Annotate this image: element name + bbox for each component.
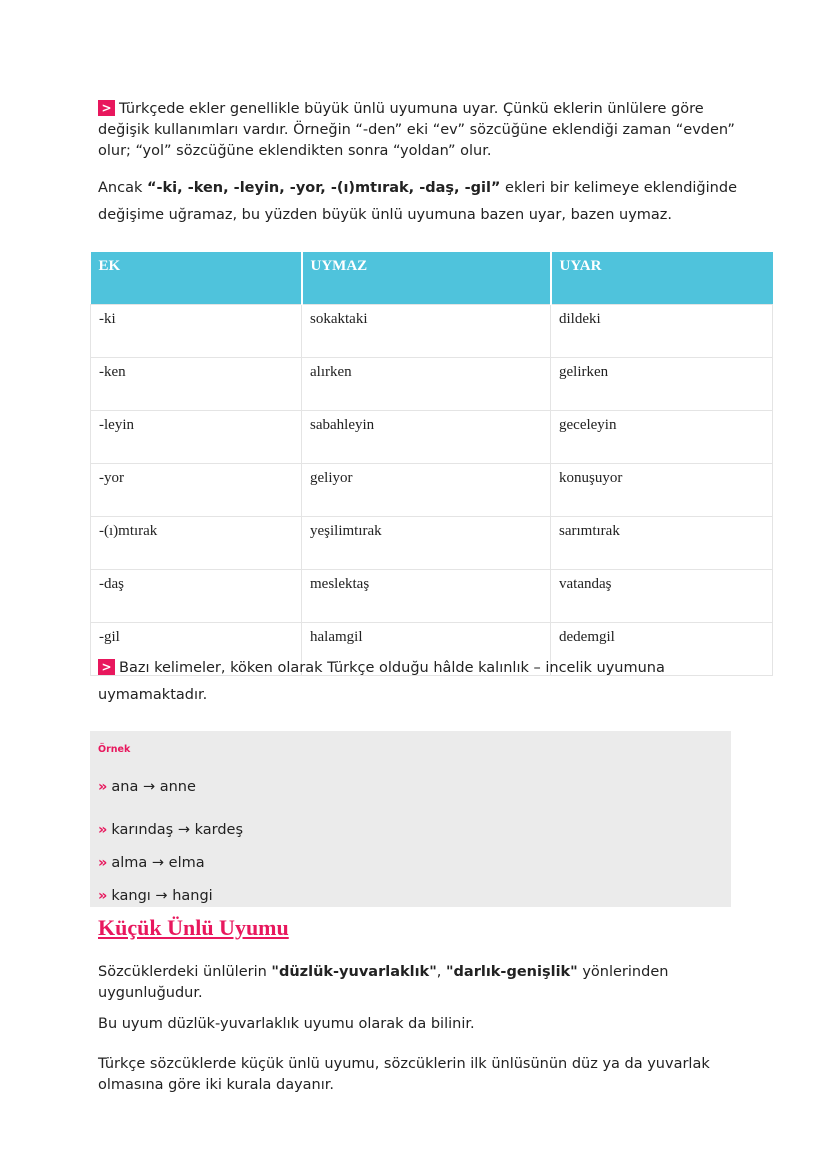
suffix-text-after: ekleri bir kelimeye eklendiğinde değişime uğramaz, bu yüzden büyük ünlü uyumuna bazen uyar, bazen uymaz. bbox=[98, 180, 737, 223]
definition-bold-1: "düzlük-yuvarlaklık" bbox=[271, 964, 437, 980]
suffix-paragraph bbox=[98, 175, 738, 229]
table-cell: -yor bbox=[91, 464, 302, 517]
table-cell: sabahleyin bbox=[302, 411, 551, 464]
table-row bbox=[91, 305, 773, 358]
example-item-text: kangı → hangi bbox=[111, 888, 213, 904]
list-item bbox=[98, 855, 205, 871]
section-heading: Küçük Ünlü Uyumu bbox=[98, 915, 289, 940]
example-title: Örnek bbox=[98, 744, 131, 755]
suffix-list-bold: “-ki, -ken, -leyin, -yor, -(ı)mtırak, -daş, -gil” bbox=[146, 180, 501, 196]
example-item-text: alma → elma bbox=[111, 855, 205, 871]
table-cell: -gil bbox=[91, 623, 302, 676]
table-cell: sarımtırak bbox=[551, 517, 773, 570]
marker-icon: > bbox=[98, 100, 115, 116]
table-cell: -ken bbox=[91, 358, 302, 411]
definition-text-mid: , bbox=[436, 964, 446, 980]
table-cell: alırken bbox=[302, 358, 551, 411]
table-cell: meslektaş bbox=[302, 570, 551, 623]
intro-paragraph bbox=[98, 99, 738, 162]
definition-text-after: yönlerinden uygunluğudur. bbox=[98, 964, 669, 1001]
list-item bbox=[98, 822, 243, 838]
table-cell: dildeki bbox=[551, 305, 773, 358]
list-item bbox=[98, 779, 196, 795]
definition-paragraph bbox=[98, 962, 738, 1004]
table-header-uymaz: UYMAZ bbox=[302, 252, 551, 305]
table-cell: -(ı)mtırak bbox=[91, 517, 302, 570]
table-cell: geliyor bbox=[302, 464, 551, 517]
bullet-icon: » bbox=[98, 855, 108, 871]
table-cell: halamgil bbox=[302, 623, 551, 676]
table-row bbox=[91, 358, 773, 411]
example-item-text: ana → anne bbox=[111, 779, 196, 795]
definition-bold-2: "darlık-genişlik" bbox=[445, 964, 578, 980]
suffix-text-before: Ancak bbox=[98, 180, 147, 196]
list-item bbox=[98, 888, 213, 904]
table-row bbox=[91, 411, 773, 464]
table-cell: geceleyin bbox=[551, 411, 773, 464]
intro-text: Türkçede ekler genellikle büyük ünlü uyumuna uyar. Çünkü eklerin ünlülere göre değişik kullanımları vardır. Örneğin “-den” eki “ev” sözcüğüne eklendiği zaman “evden” olur; “yol” sözcüğüne eklendikten sonra “yoldan” olur. bbox=[98, 101, 735, 159]
marker-icon: > bbox=[98, 659, 115, 675]
rule-paragraph: Türkçe sözcüklerde küçük ünlü uyumu, sözcüklerin ilk ünlüsünün düz ya da yuvarlak olmasına göre iki kurala dayanır. bbox=[98, 1056, 710, 1093]
table-cell: vatandaş bbox=[551, 570, 773, 623]
exception-paragraph bbox=[98, 655, 738, 709]
table-cell: dedemgil bbox=[551, 623, 773, 676]
bullet-icon: » bbox=[98, 822, 108, 838]
table-header-row bbox=[91, 252, 773, 305]
table-header-ek: EK bbox=[91, 252, 302, 305]
table-header-uyar: UYAR bbox=[551, 252, 773, 305]
suffix-table bbox=[90, 252, 773, 676]
bullet-icon: » bbox=[98, 888, 108, 904]
bullet-icon: » bbox=[98, 779, 108, 795]
alias-paragraph: Bu uyum düzlük-yuvarlaklık uyumu olarak da bilinir. bbox=[98, 1016, 475, 1032]
exception-text: Bazı kelimeler, köken olarak Türkçe olduğu hâlde kalınlık – incelik uyumuna uymamaktadır. bbox=[98, 660, 665, 703]
table-row bbox=[91, 517, 773, 570]
table-cell: -ki bbox=[91, 305, 302, 358]
table-cell: konuşuyor bbox=[551, 464, 773, 517]
example-box bbox=[90, 731, 731, 907]
table-row bbox=[91, 464, 773, 517]
table-row bbox=[91, 570, 773, 623]
definition-text-before: Sözcüklerdeki ünlülerin bbox=[98, 964, 272, 980]
example-item-text: karındaş → kardeş bbox=[111, 822, 244, 838]
table-cell: -leyin bbox=[91, 411, 302, 464]
table-cell: -daş bbox=[91, 570, 302, 623]
table-cell: yeşilimtırak bbox=[302, 517, 551, 570]
table-cell: gelirken bbox=[551, 358, 773, 411]
table-cell: sokaktaki bbox=[302, 305, 551, 358]
